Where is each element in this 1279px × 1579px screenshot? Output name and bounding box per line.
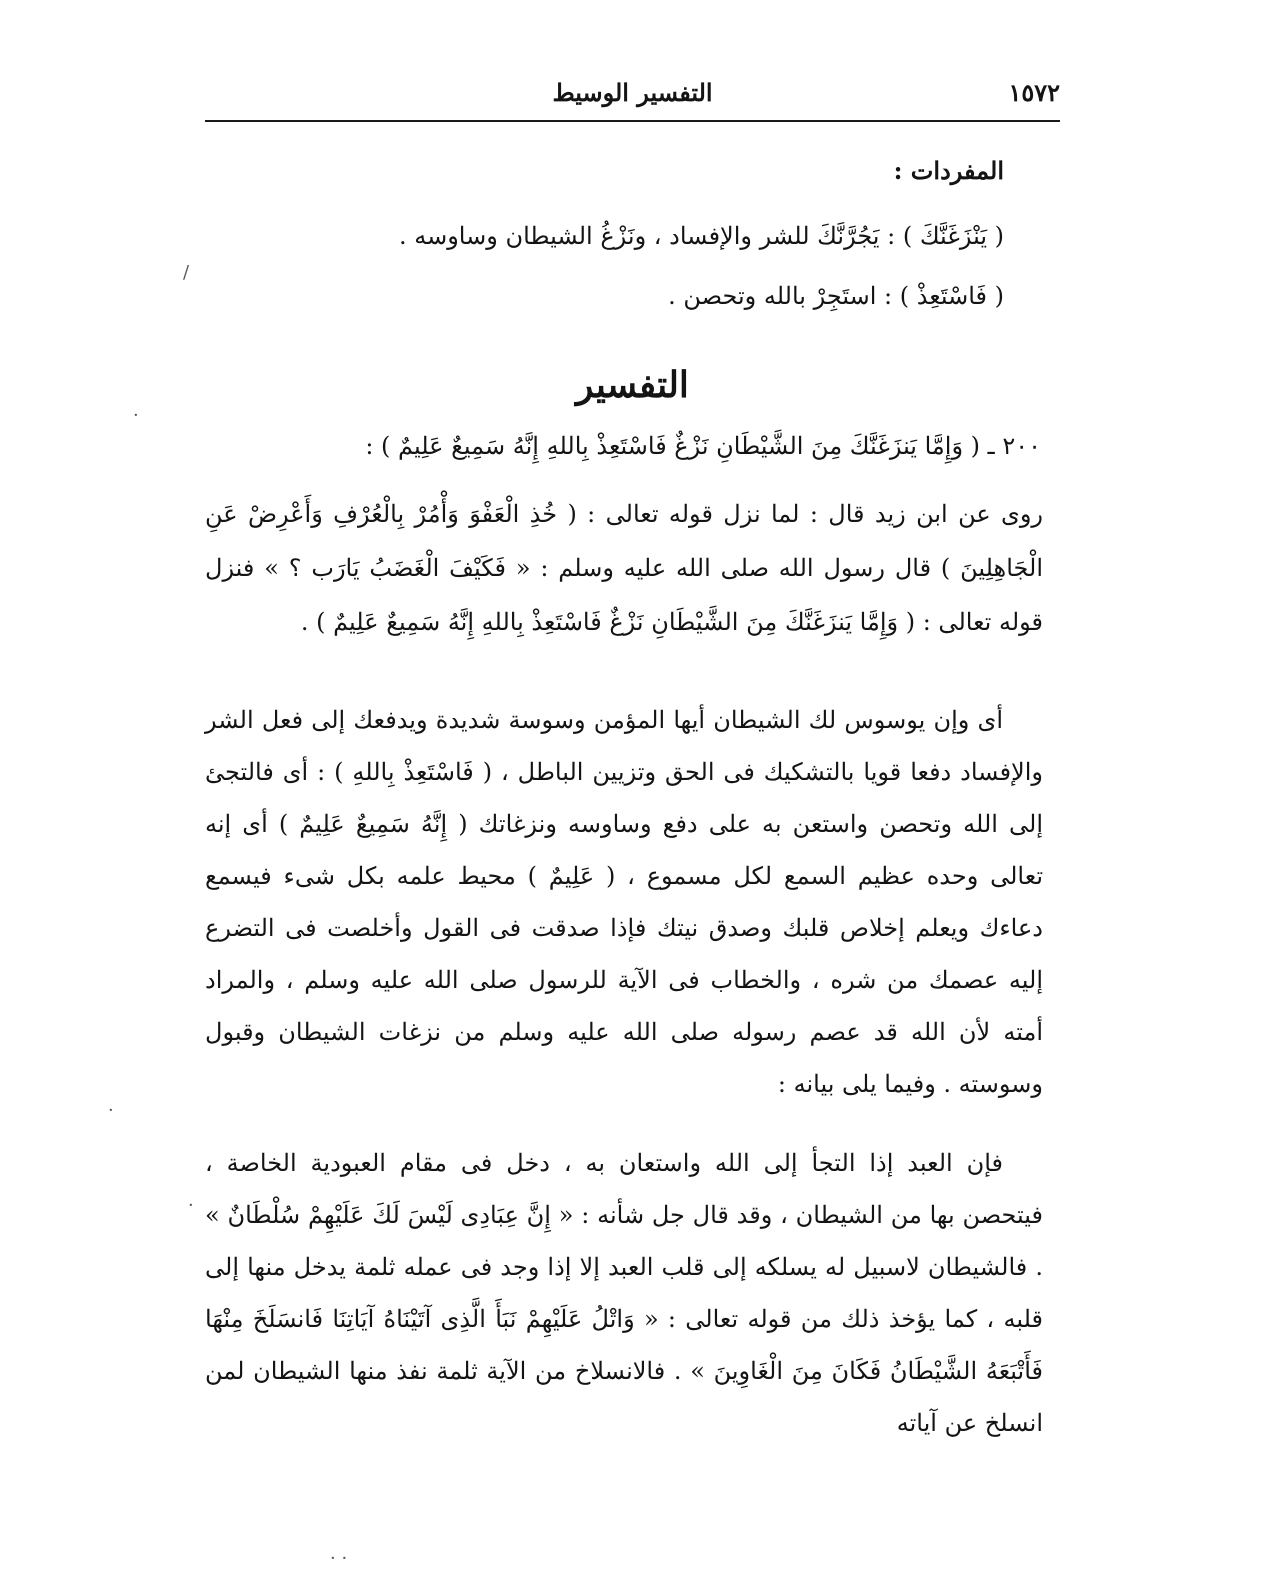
margin-speck: · · [330, 1548, 348, 1569]
section-title: التفسير [576, 364, 689, 406]
servant-paragraph: فإن العبد إذا التجأ إلى الله واستعان به ، دخل فى مقام العبودية الخاصة ، فيتحصن بها من الشيطان ، وقد قال جل شأنه : « إِنَّ عِبَادِى لَيْسَ لَكَ عَلَيْهِمْ سُلْطَانٌ » . فالشيطان لاسبيل له يسلكه إلى قلب العبد إلا إذا وجد فى عمله ثلمة يدخل منها إلى قلبه ، كما يؤخذ ذلك من قوله تعالى : « وَاتْلُ عَلَيْهِمْ نَبَأَ الَّذِى آتَيْنَاهُ آيَاتِنَا فَانسَلَخَ مِنْهَا فَأَتْبَعَهُ الشَّيْطَانُ فَكَانَ مِنَ الْغَاوِينَ » . فالانسلاخ من الآية ثلمة نفذ منها الشيطان لمن انسلخ عن آياته [205, 1149, 1043, 1437]
margin-speck: · [133, 405, 139, 426]
running-title: التفسير الوسيط [552, 78, 713, 107]
vocabulary-heading: المفردات : [893, 156, 1004, 185]
vocabulary-entry: ( فَاسْتَعِذْ ) : استَجِرْ بالله وتحصن . [668, 282, 1004, 310]
margin-speck: · [108, 1100, 114, 1121]
margin-speck: · [188, 1195, 194, 1216]
margin-speck: / [183, 262, 190, 283]
header-rule [205, 120, 1060, 122]
vocabulary-entry: ( يَنْزَغَنَّكَ ) : يَجُرَّنَّكَ للشر والإفساد ، ونَزْغُ الشيطان وساوسه . [398, 222, 1004, 250]
explanation-paragraph: أى وإن يوسوس لك الشيطان أيها المؤمن وسوسة شديدة ويدفعك إلى فعل الشر والإفساد دفعا قويا بالتشكيك فى الحق وتزيين الباطل ، ( فَاسْتَعِذْ بِاللهِ ) : أى فالتجئ إلى الله وتحصن واستعن به على دفع وساوسه ونزغاتك ( إِنَّهُ سَمِيعٌ عَلِيمٌ ) أى إنه تعالى وحده عظيم السمع لكل مسموع ، ( عَلِيمٌ ) محيط علمه بكل شىء فيسمع دعاءك ويعلم إخلاص قلبك وصدق نيتك فإذا صدقت فى القول وأخلصت فى التضرع إليه عصمك من شره ، والخطاب فى الآية للرسول صلى الله عليه وسلم ، والمراد أمته لأن الله قد عصم رسوله صلى الله عليه وسلم من نزغات الشيطان وقبول وسوسته . وفيما يلى بيانه : [205, 706, 1044, 1098]
verse-heading: ٢٠٠ ـ ( وَإِمَّا يَنزَغَنَّكَ مِنَ الشَّيْطَانِ نَزْغٌ فَاسْتَعِذْ بِاللهِ إِنَّهُ سَمِيعٌ عَلِيمٌ ) : [365, 432, 1041, 460]
narration-paragraph: روى عن ابن زيد قال : لما نزل قوله تعالى : ( خُذِ الْعَفْوَ وَأْمُرْ بِالْعُرْفِ وَأَعْرِضْ عَنِ الْجَاهِلِينَ ) قال رسول الله صلى الله عليه وسلم : « فَكَيْفَ الْغَضَبُ يَارَب ؟ » فنزل قوله تعالى : ( وَإِمَّا يَنزَغَنَّكَ مِنَ الشَّيْطَانِ نَزْغٌ فَاسْتَعِذْ بِاللهِ إِنَّهُ سَمِيعٌ عَلِيمٌ ) . [205, 500, 1043, 636]
page-number: ١٥٧٢ [1008, 78, 1060, 107]
page-header [205, 78, 1060, 116]
